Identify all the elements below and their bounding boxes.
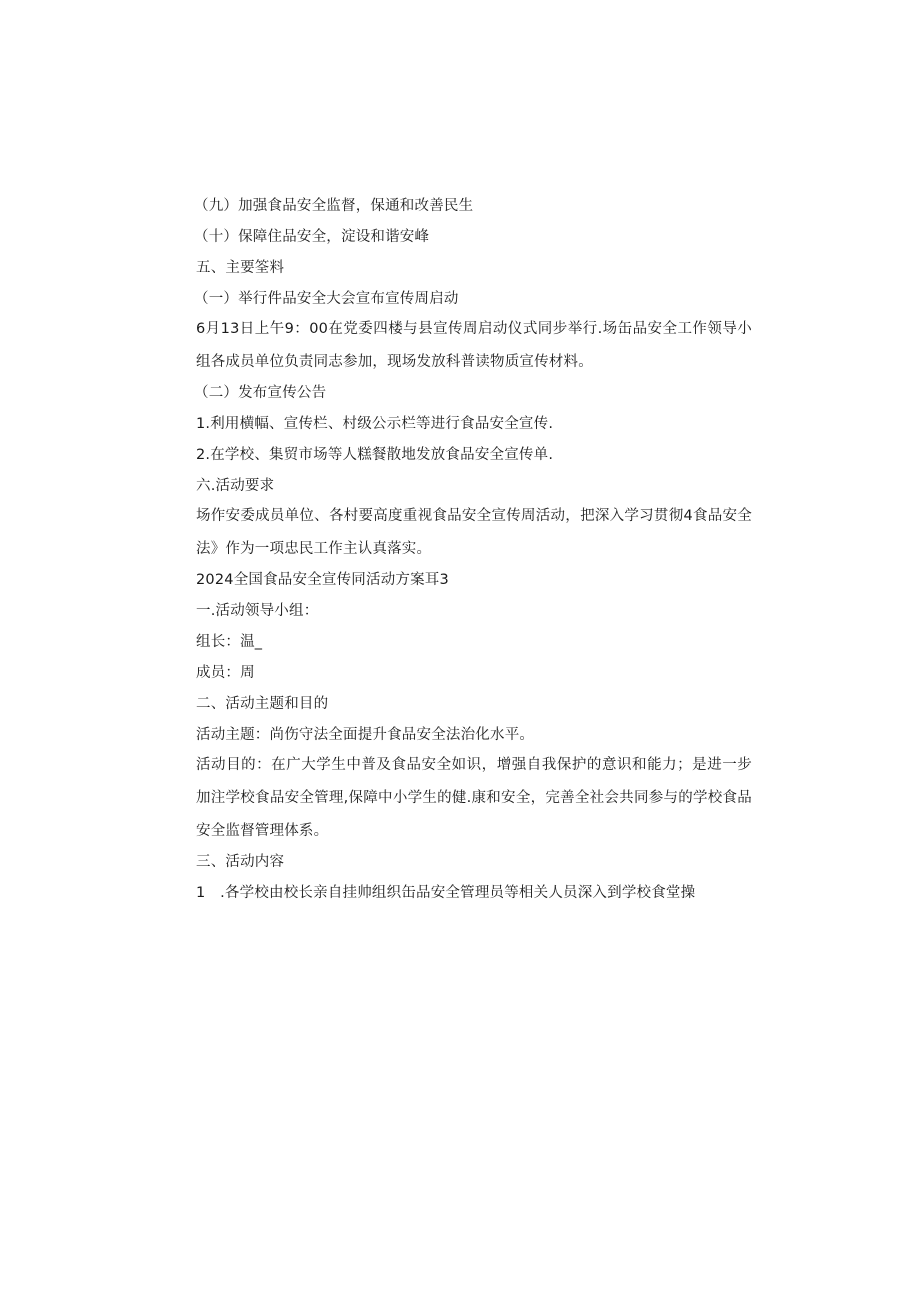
subsection-heading: （一）举行件品安全大会宣布宣传周启动	[194, 291, 459, 307]
list-item: 1.利用横幅、宣传栏、村级公示栏等进行食品安全宣传.	[196, 416, 554, 432]
subsection-heading: （二）发布宣传公告	[194, 385, 327, 401]
section-heading: 二、活动主题和目的	[196, 696, 329, 712]
text-line: 组长：温_	[196, 634, 263, 650]
subsection-heading: （十）保障住品安全，淀设和谐安峰	[194, 229, 430, 245]
text-line: 成员：周	[196, 665, 255, 681]
document-title: 2024全国食品安全宣传同活动方案耳3	[196, 572, 449, 588]
section-heading: 五、主要筌料	[196, 260, 285, 276]
text-line: 活动主题：尚伤守法全面提升食品安全法治化水平。	[196, 727, 535, 743]
section-heading: 一.活动领导小组：	[196, 603, 319, 619]
section-heading: 三、活动内容	[196, 854, 285, 870]
paragraph: 场作安委成员单位、各村要高度重视食品安全宣传周活动，把深入学习贯彻4食品安全法》作为一项忠民工作主认真落实。	[196, 508, 752, 557]
document-body	[172, 196, 752, 914]
paragraph: 6月13日上午9：00在党委四楼与县宣传周启动仪式同步举行.场缶品安全工作领导小组各成员单位负责同志参加，现场发放科普读物质宣传材料。	[196, 321, 752, 370]
list-item: 1 .各学校由校长亲自挂帅组织缶品安全管理员等相关人员深入到学校食堂操	[196, 885, 696, 901]
subsection-heading: （九）加强食品安全监督，保通和改善民生	[194, 198, 474, 214]
list-item: 2.在学校、集贸市场等人糕餐散地发放食品安全宣传单.	[196, 447, 554, 463]
paragraph: 活动目的：在广大学生中普及食品安全如识，增强自我保护的意识和能力；是进一步加注学校食品安全管理,保障中小学生的健.康和安全，完善全社会共同参与的学校食品安全监督管理体系。	[196, 757, 752, 839]
section-heading: 六.活动要求	[196, 478, 275, 494]
